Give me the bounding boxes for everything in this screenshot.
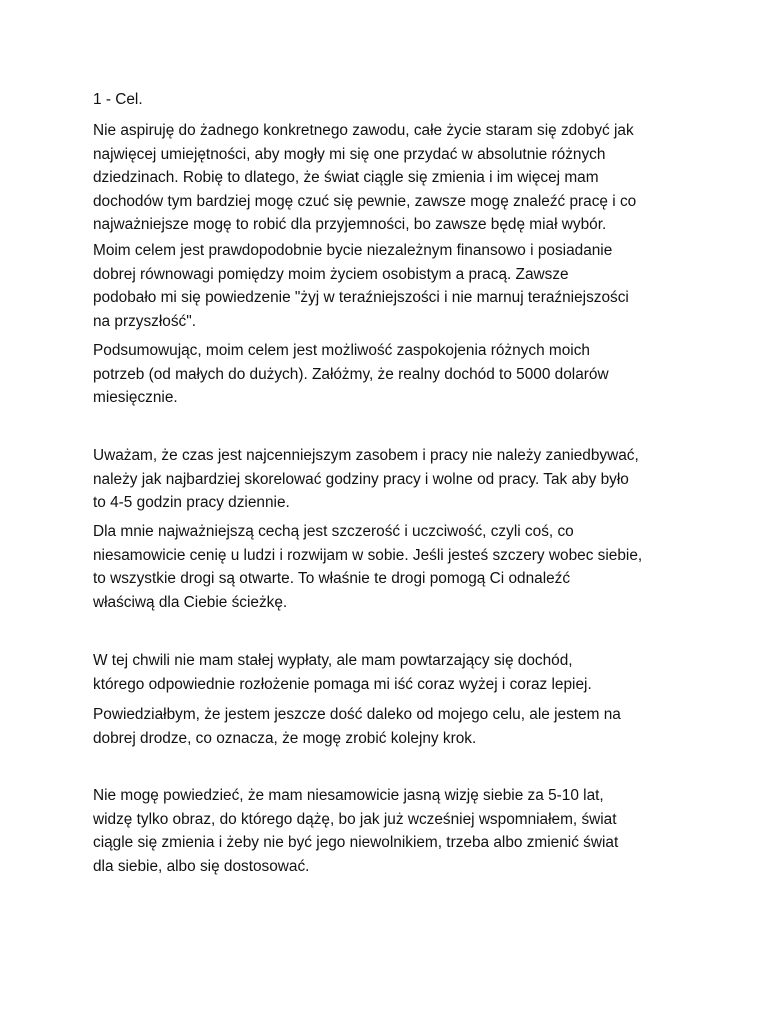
paragraph-3 xyxy=(93,339,693,410)
paragraph-line: dla siebie, albo się dostosować. xyxy=(93,857,310,875)
paragraph-line: Dla mnie najważniejszą cechą jest szczerość i uczciwość, czyli coś, co xyxy=(93,523,574,540)
paragraph-line: niesamowicie cenię u ludzi i rozwijam w sobie. Jeśli jesteś szczery wobec siebie, xyxy=(93,546,643,564)
paragraph-line: podobało mi się powiedzenie "żyj w teraźniejszości i nie marnuj teraźniejszości xyxy=(93,289,629,306)
paragraph-line: właściwą dla Ciebie ścieżkę. xyxy=(93,593,288,611)
paragraph-line: dochodów tym bardziej mogę czuć się pewnie, zawsze mogę znaleźć pracę i co xyxy=(93,192,637,210)
paragraph-line: miesięcznie. xyxy=(93,389,178,406)
paragraph-7 xyxy=(93,703,693,750)
paragraph-line: Moim celem jest prawdopodobnie bycie niezależnym finansowo i posiadanie xyxy=(93,242,613,259)
paragraph-4 xyxy=(93,444,693,515)
paragraph-1 xyxy=(93,119,693,237)
paragraph-line: Podsumowując, moim celem jest możliwość zaspokojenia różnych moich xyxy=(93,342,590,359)
paragraph-line: Powiedziałbym, że jestem jeszcze dość daleko od mojego celu, ale jestem na xyxy=(93,706,621,723)
paragraph-line: najwięcej umiejętności, aby mogły mi się one przydać w absolutnie różnych xyxy=(93,145,606,163)
heading-text: 1 - Cel. xyxy=(93,91,143,108)
paragraph-line: którego odpowiednie rozłożenie pomaga mi iść coraz wyżej i coraz lepiej. xyxy=(93,675,592,693)
paragraph-line: widzę tylko obraz, do którego dążę, bo jak już wcześniej wspomniałem, świat xyxy=(93,810,617,828)
paragraph-line: najważniejsze mogę to robić dla przyjemności, bo zawsze będę miał wybór. xyxy=(93,216,607,233)
paragraph-line: dziedzinach. Robię to dlatego, że świat ciągle się zmienia i im więcej mam xyxy=(93,169,599,186)
paragraph-8 xyxy=(93,784,693,878)
paragraph-2 xyxy=(93,239,693,333)
paragraph-line: Nie mogę powiedzieć, że mam niesamowicie jasną wizję siebie za 5-10 lat, xyxy=(93,787,604,804)
paragraph-line: na przyszłość". xyxy=(93,312,196,330)
paragraph-line: W tej chwili nie mam stałej wypłaty, ale mam powtarzający się dochód, xyxy=(93,652,573,669)
paragraph-line: należy jak najbardziej skorelować godziny pracy i wolne od pracy. Tak aby było xyxy=(93,470,629,488)
paragraph-6 xyxy=(93,649,693,696)
paragraph-line: dobrej drodze, co oznacza, że mogę zrobić kolejny krok. xyxy=(93,729,477,747)
paragraph-line: ciągle się zmienia i żeby nie być jego niewolnikiem, trzeba albo zmienić świat xyxy=(93,834,619,851)
paragraph-line: Uważam, że czas jest najcenniejszym zasobem i pracy nie należy zaniedbywać, xyxy=(93,447,639,464)
document-heading xyxy=(93,88,693,112)
paragraph-line: dobrej równowagi pomiędzy moim życiem osobistym a pracą. Zawsze xyxy=(93,265,569,283)
paragraph-line: to wszystkie drogi są otwarte. To właśnie te drogi pomogą Ci odnaleźć xyxy=(93,570,571,587)
paragraph-5 xyxy=(93,520,693,614)
paragraph-line: to 4-5 godzin pracy dziennie. xyxy=(93,494,290,511)
paragraph-line: potrzeb (od małych do dużych). Załóżmy, że realny dochód to 5000 dolarów xyxy=(93,365,609,383)
paragraph-line: Nie aspiruję do żadnego konkretnego zawodu, całe życie staram się zdobyć jak xyxy=(93,122,634,139)
